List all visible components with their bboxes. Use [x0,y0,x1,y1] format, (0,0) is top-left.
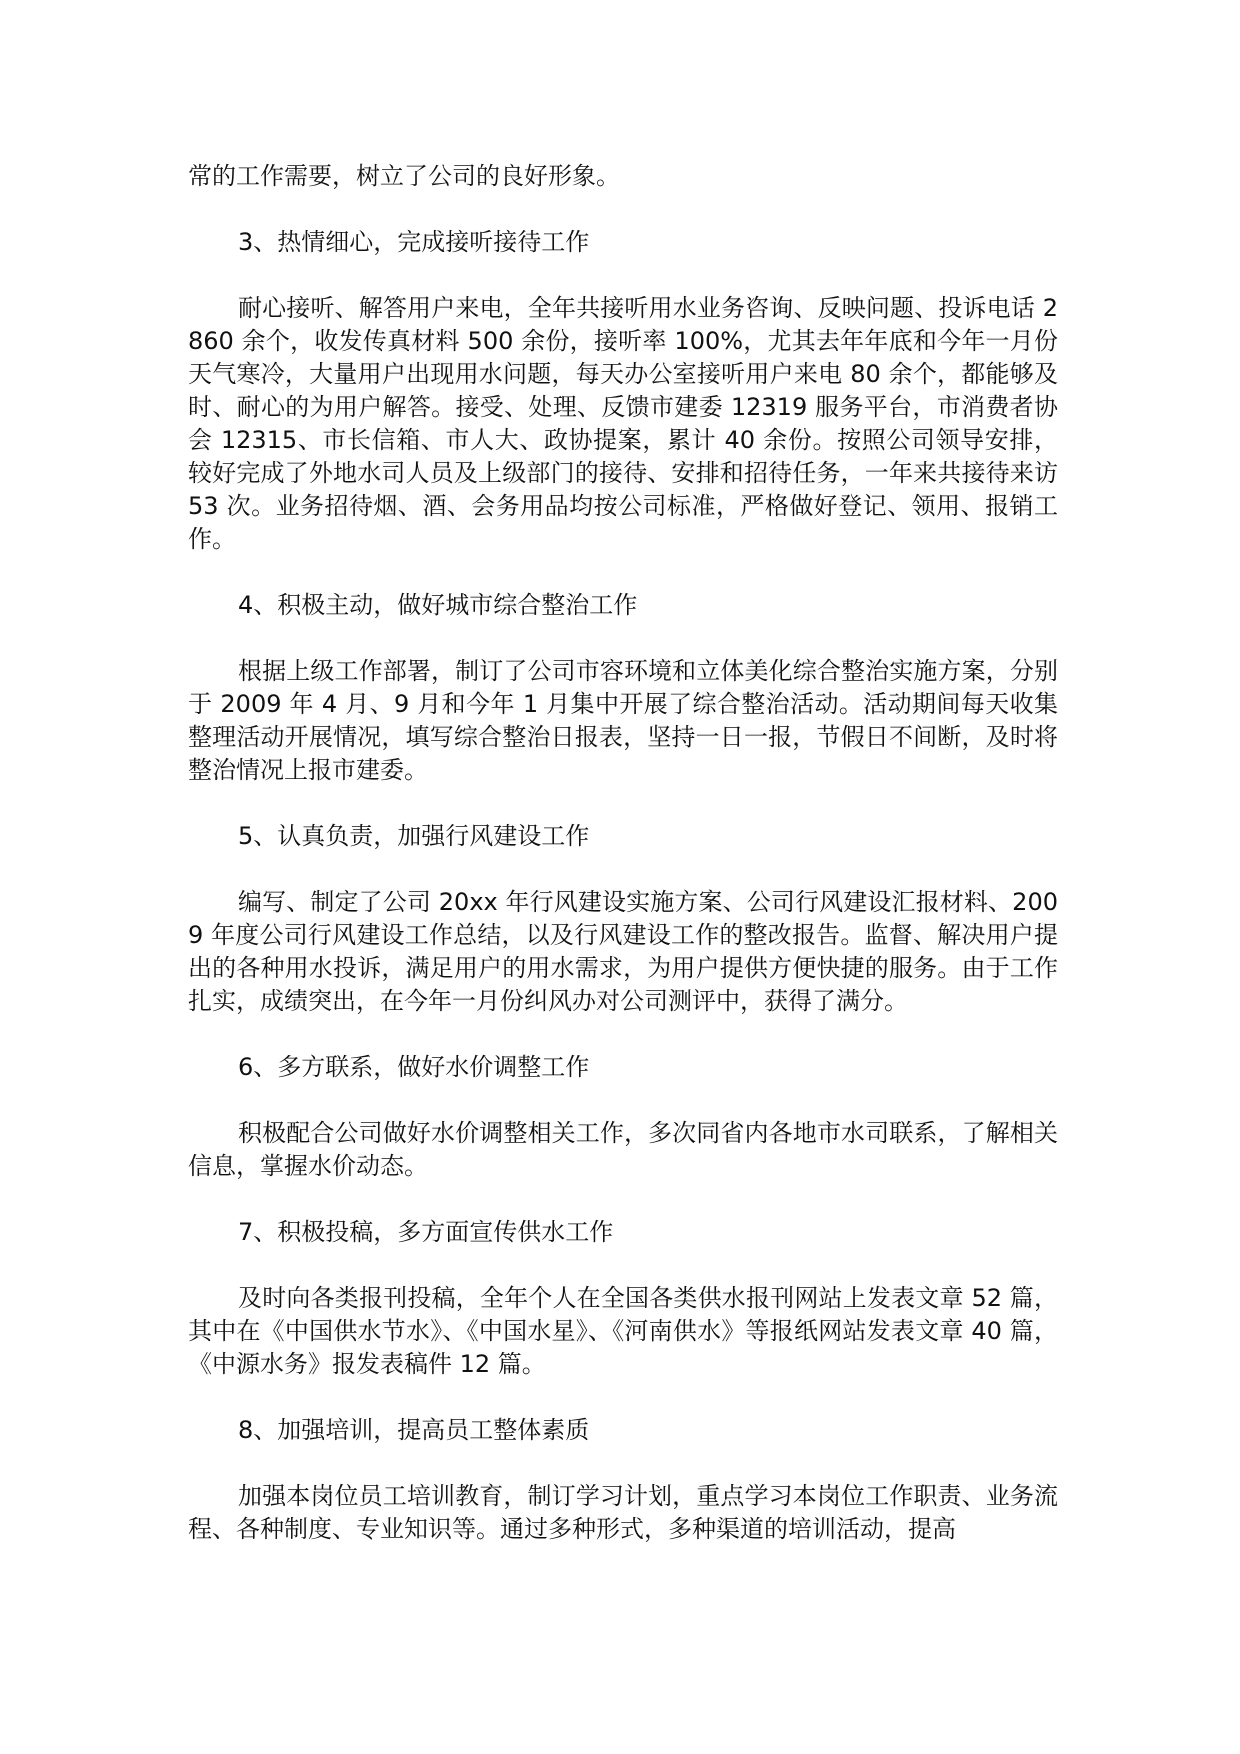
paragraph-reception: 耐心接听、解答用户来电，全年共接听用水业务咨询、反映问题、投诉电话 2860 余个，收发传真材料 500 余份，接听率 100%，尤其去年年底和今年一月份天气寒冷，大量用户出现用水问题，每天办公室接听用户来电 80 余个，都能够及时、耐心的为用户解答。接受、处理、反馈市建委 12319 服务平台，市消费者协会 12315、市长信箱、市人大、政协提案，累计 40 余份。按照公司领导安排，较好完成了外地水司人员及上级部门的接待、安排和招待任务，一年来共接待来访 53 次。业务招待烟、酒、会务用品均按公司标准，严格做好登记、领用、报销工作。 [188,294,1058,553]
paragraph-water-price: 积极配合公司做好水价调整相关工作，多次同省内各地市水司联系，了解相关信息，掌握水价动态。 [188,1119,1058,1180]
section-heading-3: 3、热情细心，完成接听接待工作 [238,228,590,256]
paragraph-publicity: 及时向各类报刊投稿，全年个人在全国各类供水报刊网站上发表文章 52 篇，其中在《中国供水节水》、《中国水星》、《河南供水》等报纸网站发表文章 40 篇，《中源水务》报发表稿件 12 篇。 [188,1284,1058,1378]
paragraph-city-renovation: 根据上级工作部署，制订了公司市容环境和立体美化综合整治实施方案，分别于 2009 年 4 月、9 月和今年 1 月集中开展了综合整治活动。活动期间每天收集整理活动开展情况，填写综合整治日报表，坚持一日一报，节假日不间断，及时将整治情况上报市建委。 [188,657,1058,784]
section-heading-4: 4、积极主动，做好城市综合整治工作 [238,591,638,619]
section-heading-7: 7、积极投稿，多方面宣传供水工作 [238,1218,614,1246]
section-heading-6: 6、多方联系，做好水价调整工作 [238,1053,590,1081]
section-heading-5: 5、认真负责，加强行风建设工作 [238,822,590,850]
document-body [188,160,1058,1579]
paragraph-conduct-building: 编写、制定了公司 20xx 年行风建设实施方案、公司行风建设汇报材料、2009 年度公司行风建设工作总结，以及行风建设工作的整改报告。监督、解决用户提出的各种用水投诉，满足用户的用水需求，为用户提供方便快捷的服务。由于工作扎实，成绩突出，在今年一月份纠风办对公司测评中，获得了满分。 [188,888,1058,1015]
paragraph-training: 加强本岗位员工培训教育，制订学习计划，重点学习本岗位工作职责、业务流程、各种制度、专业知识等。通过多种形式，多种渠道的培训活动，提高 [188,1482,1058,1543]
section-heading-8: 8、加强培训，提高员工整体素质 [238,1416,590,1444]
paragraph-continued: 常的工作需要，树立了公司的良好形象。 [188,162,620,190]
